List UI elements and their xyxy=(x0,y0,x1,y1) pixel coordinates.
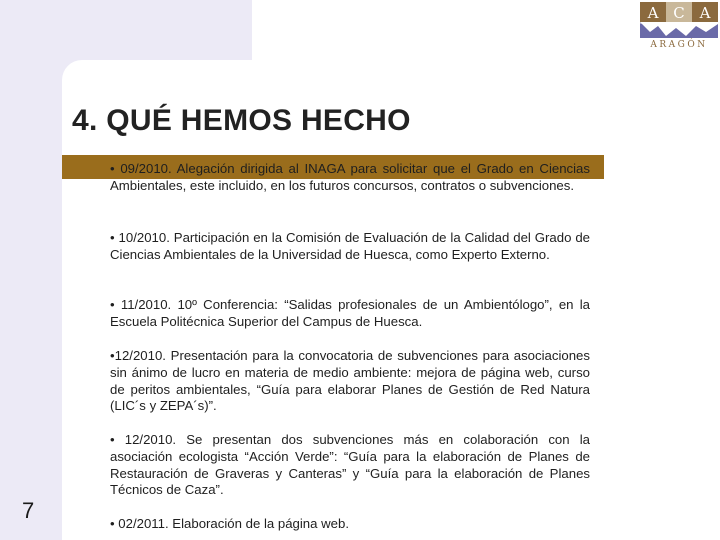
logo-letter-a2: A xyxy=(699,4,711,22)
side-decor-panel xyxy=(0,0,62,540)
bullet-item-1: • 09/2010. Alegación dirigida al INAGA para solicitar que el Grado en Ciencias Ambientales, este incluido, en los futuros concursos, contratos o subvenciones. xyxy=(110,161,590,193)
page-number: 7 xyxy=(22,498,35,523)
logo-subtitle: ARAGÓN xyxy=(650,40,708,48)
bullet-item-5: • 12/2010. Se presentan dos subvenciones más en colaboración con la asociación ecologista “Acción Verde”: “Guía para la elaboración de Planes de Restauración de Graveras y Canteras” y “Guía para la elaboración de Planes Técnicos de Caza”. xyxy=(110,432,590,498)
bullet-item-3: • 11/2010. 10º Conferencia: “Salidas profesionales de un Ambientólogo”, en la Escuela Politécnica Superior del Campus de Huesca. xyxy=(110,297,590,329)
bullet-item-6: • 02/2011. Elaboración de la página web. xyxy=(110,516,349,531)
bullet-item-4: •12/2010. Presentación para la convocatoria de subvenciones para asociaciones sin ánimo de lucro en materia de medio ambiente: mejora de página web, curso de peritos ambientales, “Guía para elaborar Planes de Gestión de Red Natura (LIC´s y ZEPA´s)”. xyxy=(110,348,590,414)
slide-title: 4. QUÉ HEMOS HECHO xyxy=(72,104,411,137)
aca-aragon-logo xyxy=(640,2,718,48)
logo-letter-c: C xyxy=(673,4,685,22)
logo-letter-a1: A xyxy=(647,4,659,22)
bullet-item-2: • 10/2010. Participación en la Comisión de Evaluación de la Calidad del Grado de Ciencias Ambientales de la Universidad de Huesca, como Experto Externo. xyxy=(110,230,590,262)
top-decor-panel xyxy=(0,0,252,60)
